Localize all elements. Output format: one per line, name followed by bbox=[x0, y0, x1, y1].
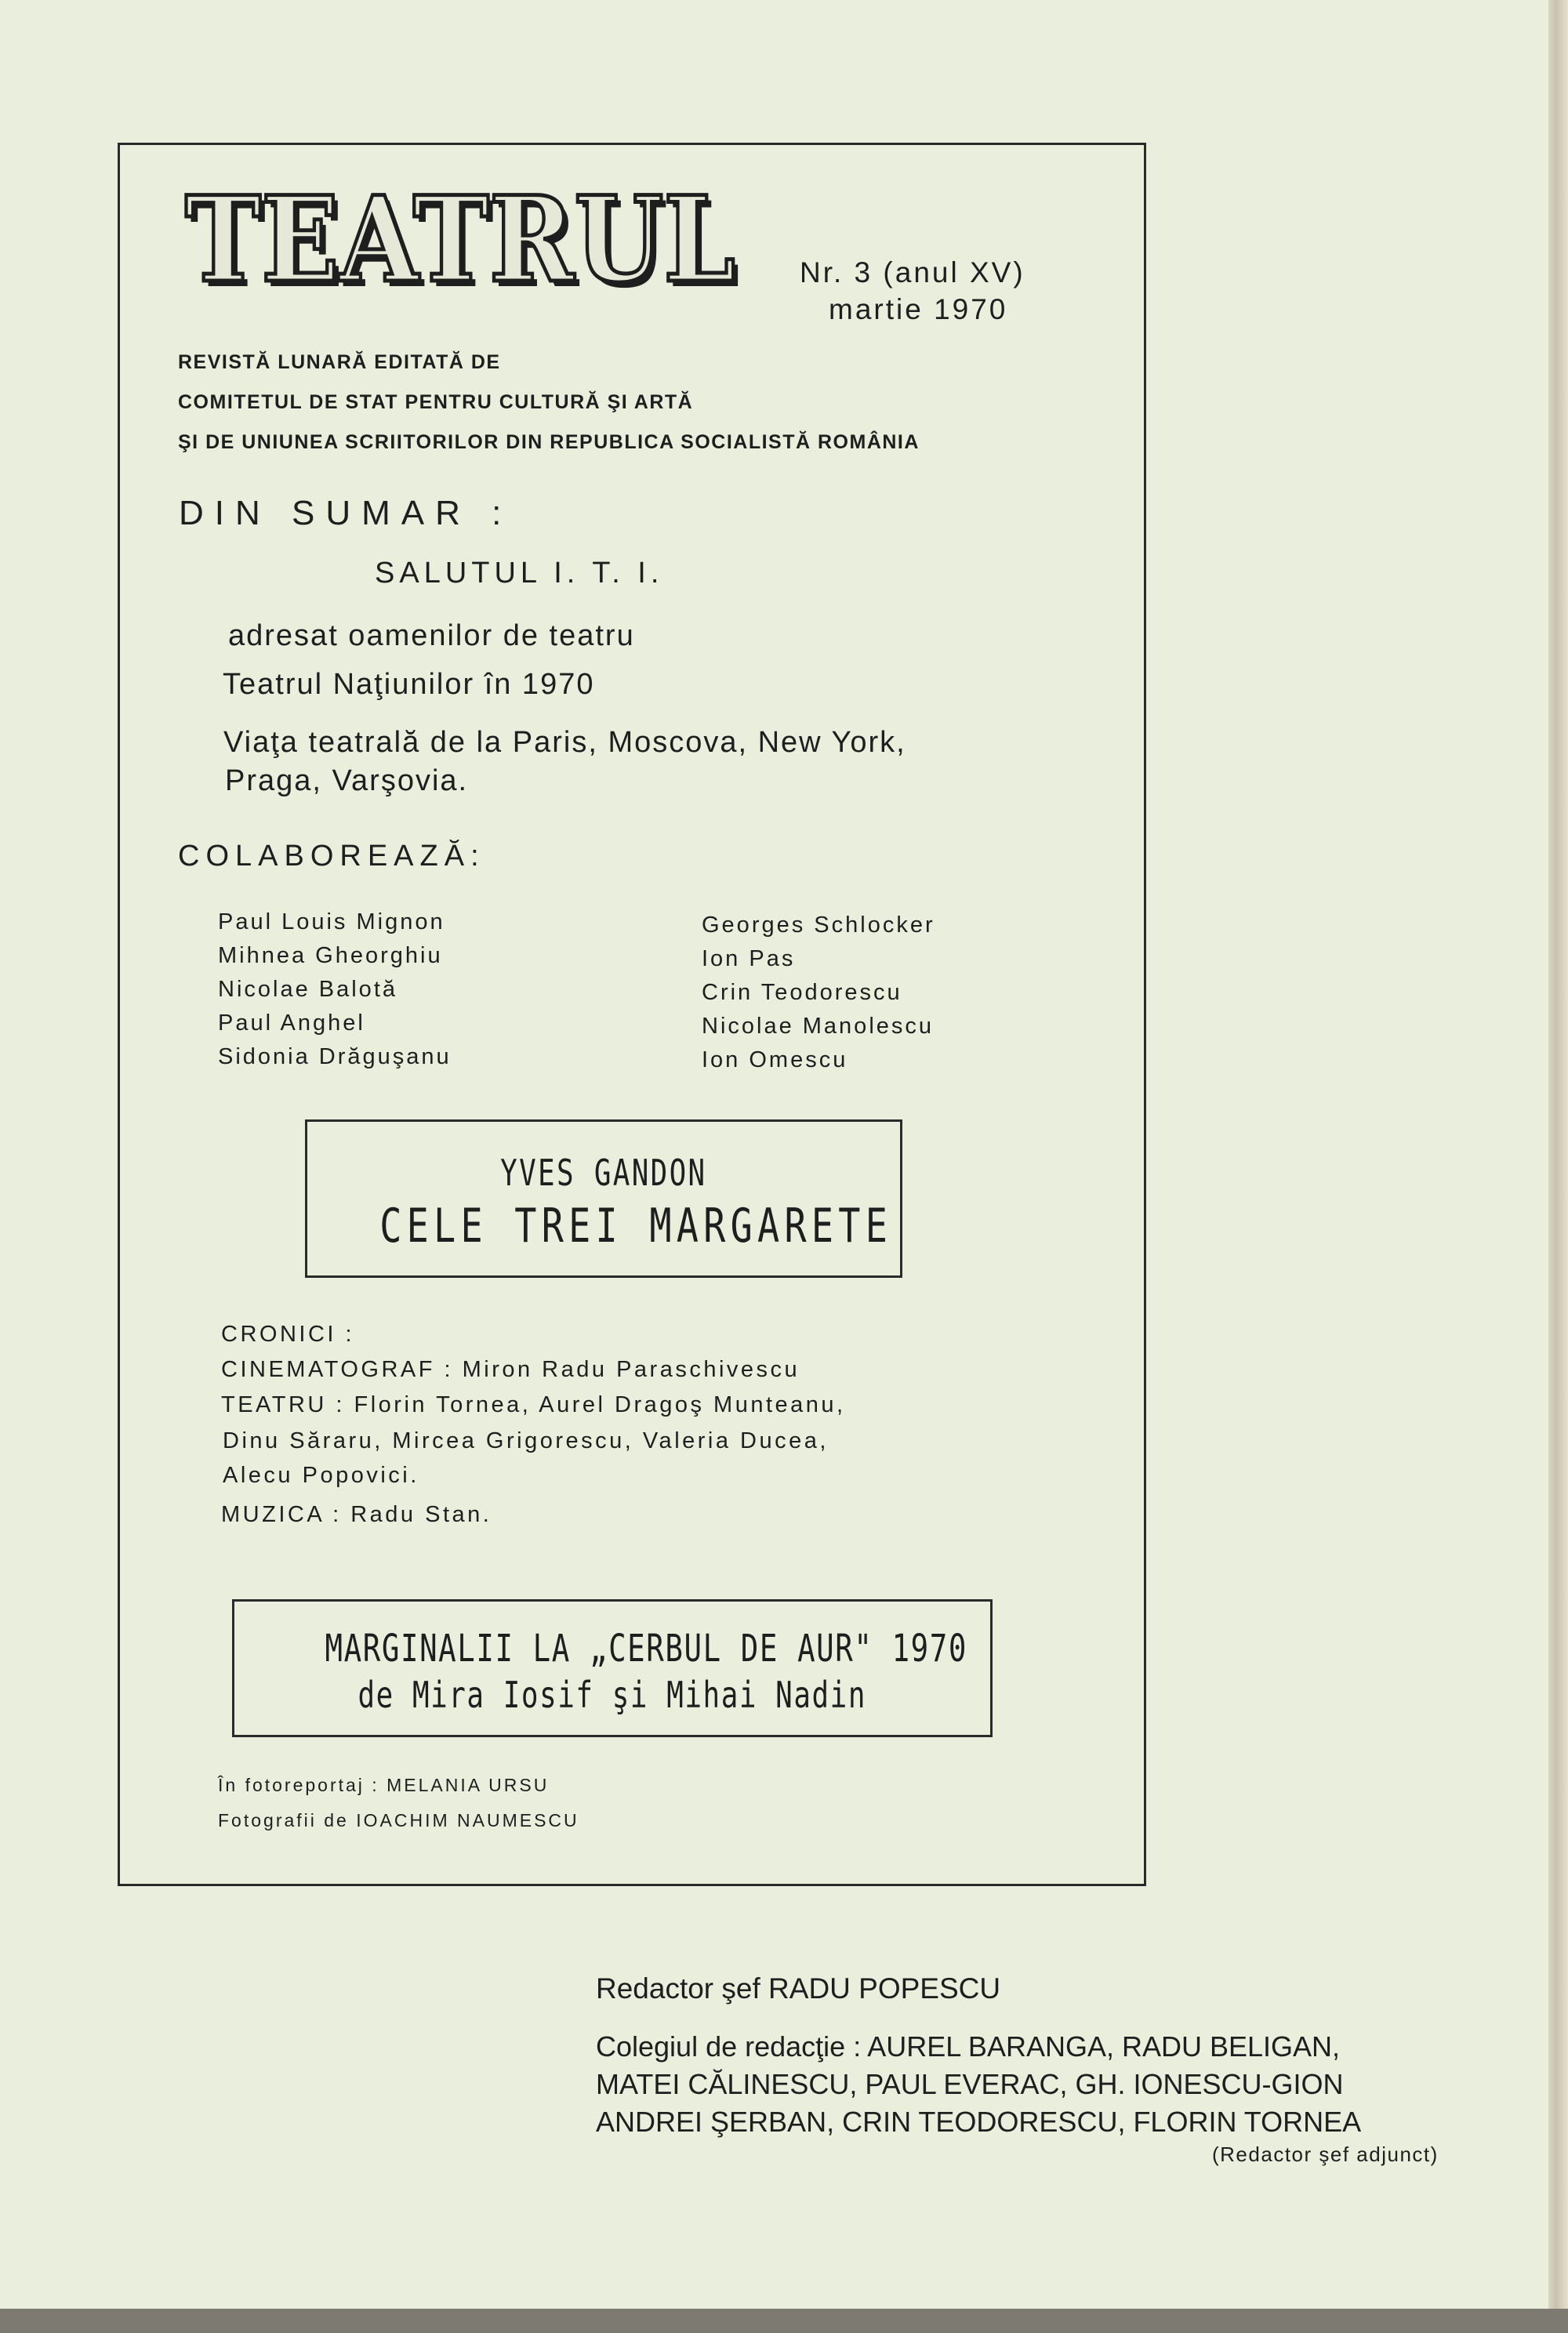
sumar-item: SALUTUL I. T. I. bbox=[375, 557, 664, 590]
feature-author: YVES GANDON bbox=[500, 1152, 707, 1194]
collaborator-name: Crin Teodorescu bbox=[702, 980, 902, 1005]
collaborator-name: Ion Pas bbox=[702, 946, 796, 971]
collaborators-right bbox=[702, 909, 935, 1077]
editorial-board-line: MATEI CĂLINESCU, PAUL EVERAC, GH. IONESCU-GION bbox=[596, 2068, 1344, 2100]
collaborator-name: Mihnea Gheorghiu bbox=[218, 943, 443, 968]
cronici-line: Dinu Săraru, Mircea Grigorescu, Valeria Ducea, bbox=[223, 1428, 829, 1453]
sumar-heading: DIN SUMAR : bbox=[179, 494, 513, 532]
marginalii-title: MARGINALII LA „CERBUL DE AUR" 1970 bbox=[325, 1627, 967, 1671]
marginalii-box bbox=[232, 1599, 993, 1737]
cronici-line: CINEMATOGRAF : Miron Radu Paraschivescu bbox=[221, 1357, 800, 1382]
publisher-line-3: ŞI DE UNIUNEA SCRIITORILOR DIN REPUBLICA SOCIALISTĂ ROMÂNIA bbox=[178, 431, 920, 453]
svg-text:TEATRUL: TEATRUL bbox=[185, 176, 735, 309]
feature-title: CELE TREI MARGARETE bbox=[379, 1199, 893, 1254]
photo-report-credit: În fotoreportaj : MELANIA URSU bbox=[218, 1775, 550, 1795]
feature-box bbox=[305, 1119, 902, 1278]
cronici-heading: CRONICI : bbox=[221, 1322, 355, 1347]
collaborator-name: Paul Louis Mignon bbox=[218, 909, 445, 934]
cronici-line: MUZICA : Radu Stan. bbox=[221, 1502, 492, 1527]
collaborators-left bbox=[218, 905, 452, 1074]
issue-date: martie 1970 bbox=[829, 293, 1008, 325]
sumar-item: Teatrul Naţiunilor în 1970 bbox=[223, 668, 595, 701]
page-edge-right bbox=[1548, 0, 1568, 2333]
collaborator-name: Sidonia Drăguşanu bbox=[218, 1044, 452, 1069]
collaborator-name: Paul Anghel bbox=[218, 1010, 365, 1036]
editorial-board-line: ANDREI ŞERBAN, CRIN TEODORESCU, FLORIN TORNEA bbox=[596, 2106, 1362, 2138]
editor-in-chief: Redactor şef RADU POPESCU bbox=[596, 1972, 1001, 2005]
deputy-editor-note: (Redactor şef adjunct) bbox=[1212, 2143, 1439, 2166]
sumar-item: Viaţa teatrală de la Paris, Moscova, New York, bbox=[223, 726, 906, 759]
sumar-item: adresat oamenilor de teatru bbox=[228, 619, 635, 652]
publisher-line-2: COMITETUL DE STAT PENTRU CULTURĂ ŞI ARTĂ bbox=[178, 391, 694, 413]
teatrul-logo bbox=[177, 176, 751, 310]
colaboreaza-heading: COLABOREAZĂ: bbox=[178, 840, 485, 873]
issue-number: Nr. 3 (anul XV) bbox=[800, 256, 1025, 288]
sumar-item: Praga, Varşovia. bbox=[225, 764, 469, 797]
collaborator-name: Ion Omescu bbox=[702, 1047, 848, 1072]
collaborator-name: Georges Schlocker bbox=[702, 913, 935, 938]
page-edge-bottom bbox=[0, 2309, 1568, 2333]
marginalii-authors: de Mira Iosif şi Mihai Nadin bbox=[358, 1674, 867, 1716]
cronici-line: TEATRU : Florin Tornea, Aurel Dragoş Munteanu, bbox=[221, 1392, 846, 1417]
editorial-board-line: Colegiul de redacţie : AUREL BARANGA, RADU BELIGAN, bbox=[596, 2030, 1341, 2063]
cronici-line: Alecu Popovici. bbox=[223, 1463, 419, 1488]
photos-credit: Fotografii de IOACHIM NAUMESCU bbox=[218, 1810, 579, 1830]
publisher-line-1: REVISTĂ LUNARĂ EDITATĂ DE bbox=[178, 351, 501, 373]
collaborator-name: Nicolae Balotă bbox=[218, 977, 397, 1002]
svg-text:TEATRUL: TEATRUL bbox=[190, 176, 740, 310]
collaborator-name: Nicolae Manolescu bbox=[702, 1014, 935, 1039]
